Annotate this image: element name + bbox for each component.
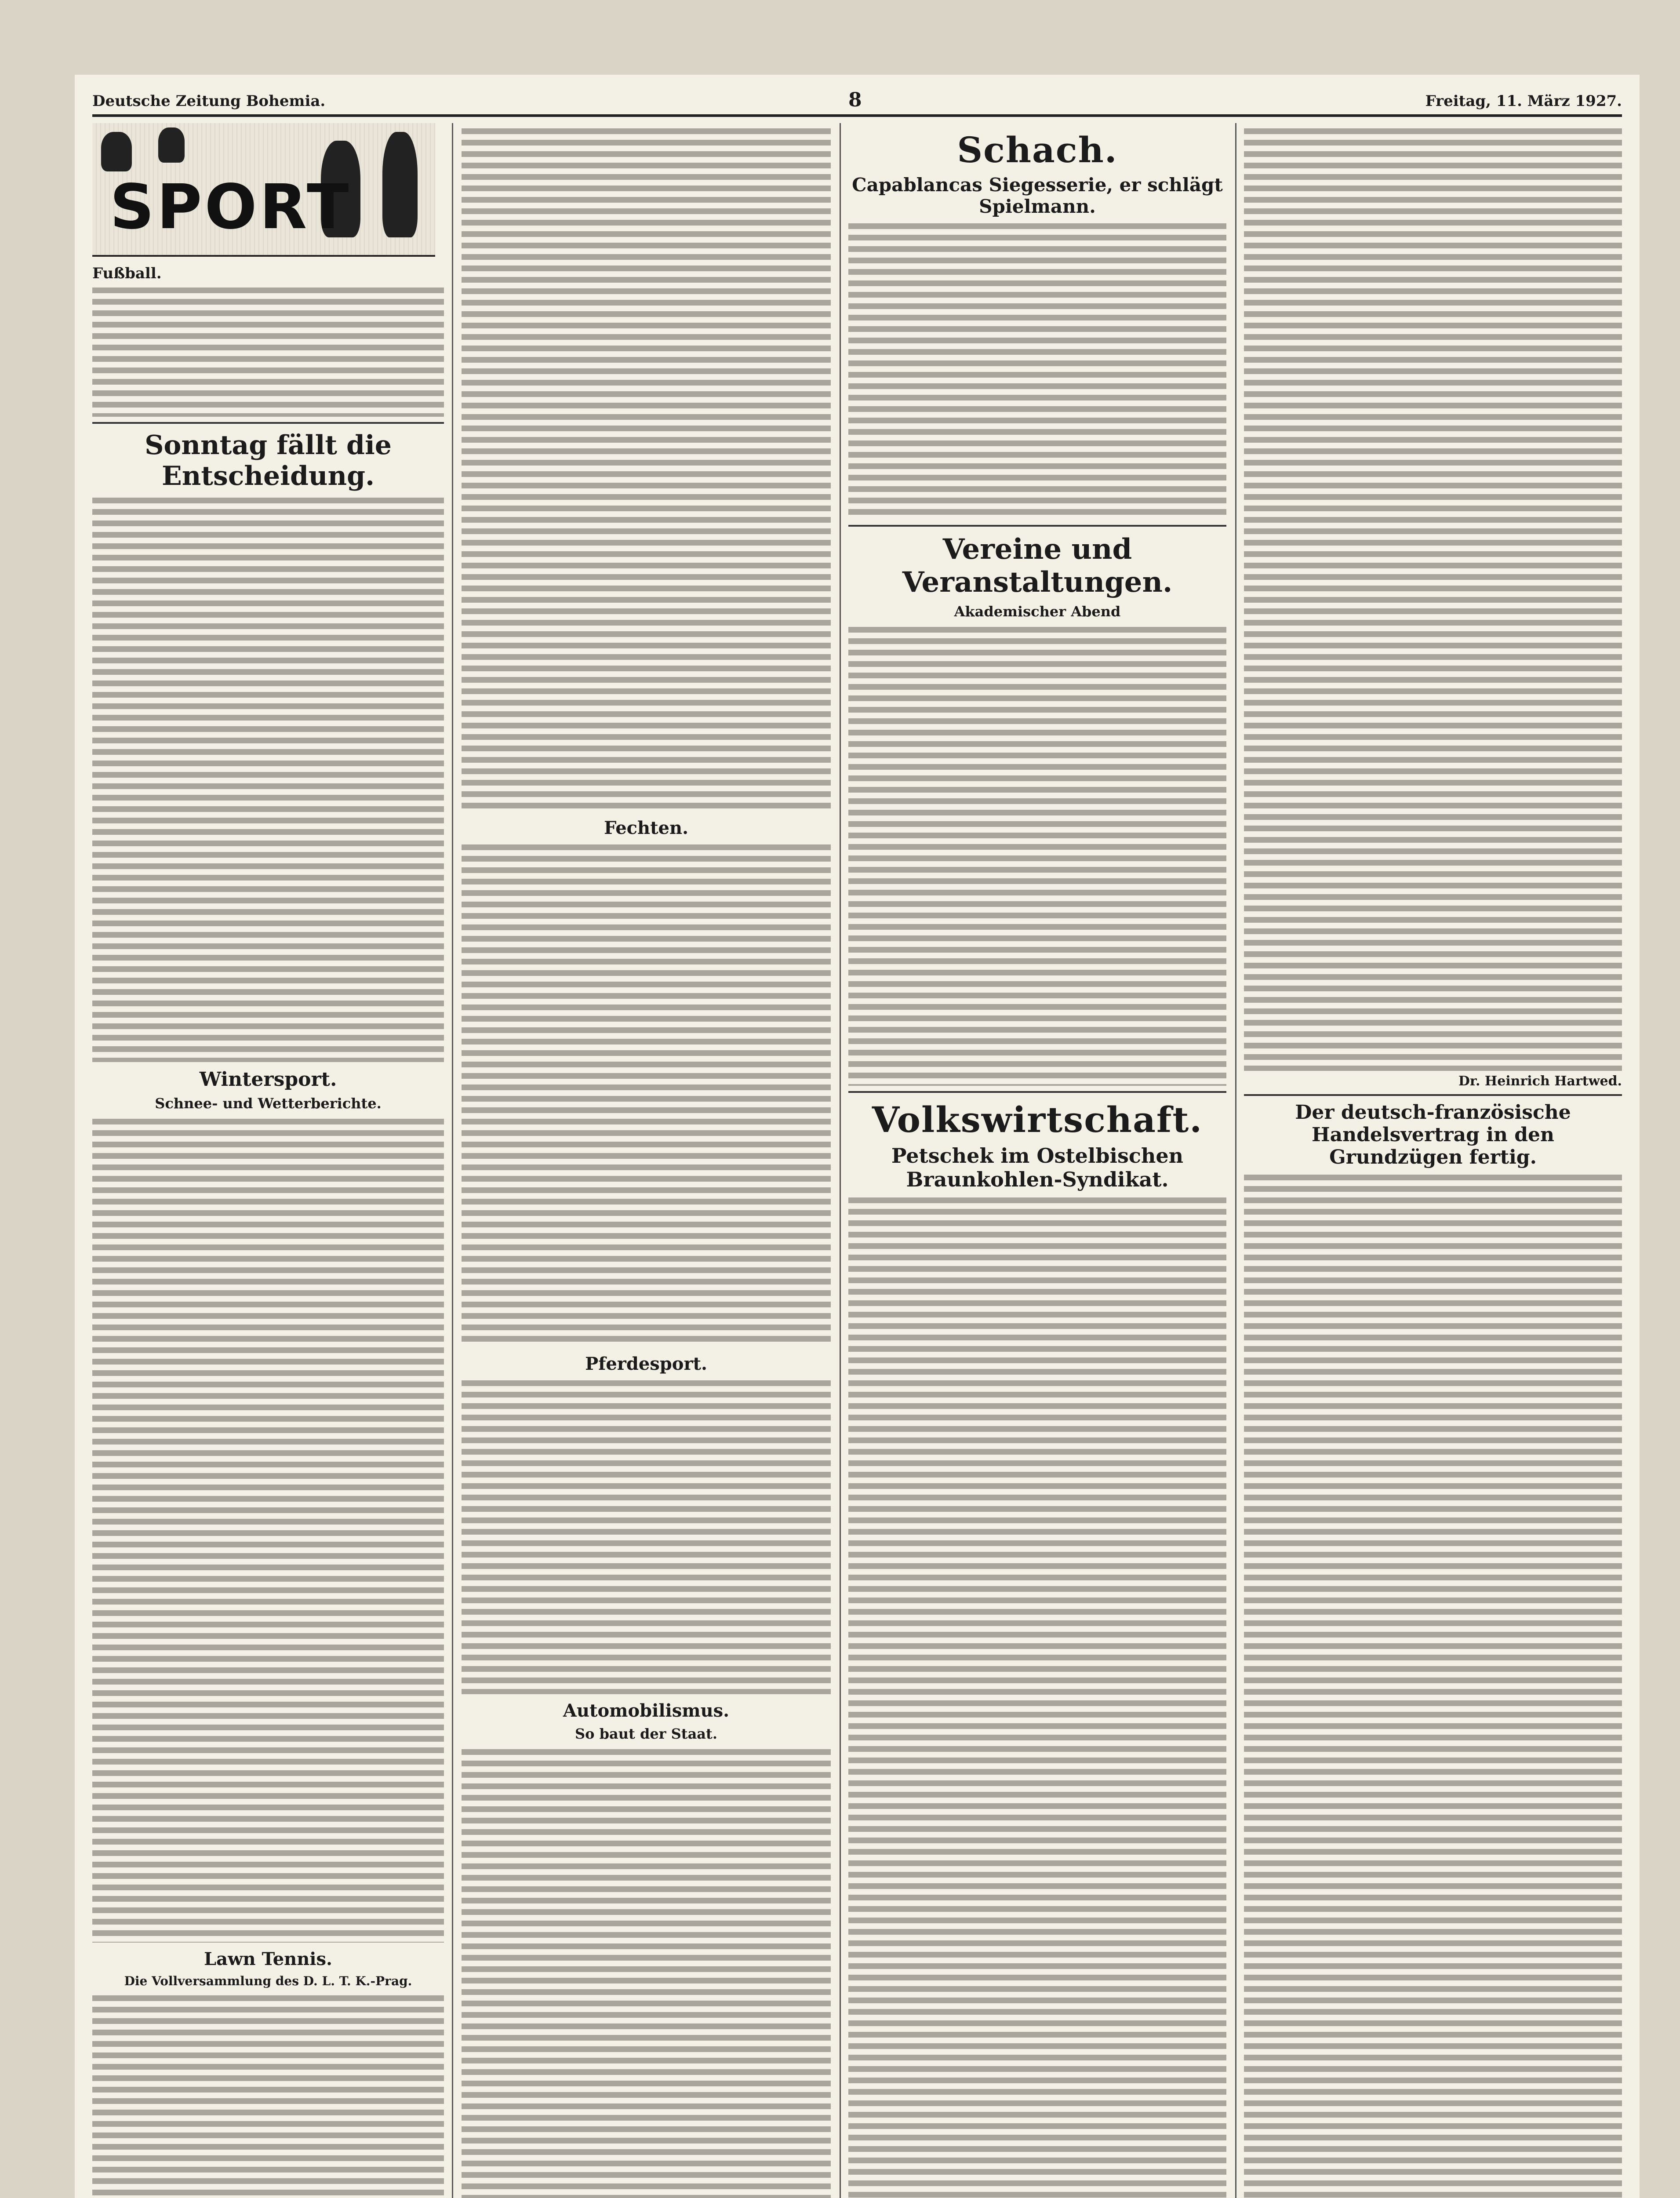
athlete-figure-icon [158,127,185,163]
divider [92,422,444,424]
author-signature: Dr. Heinrich Hartwed. [1458,1074,1622,1089]
sport-logo-text: SPORT [110,171,352,243]
article-text [92,1116,444,1943]
column-rule [840,123,841,2198]
article-text [462,126,831,812]
column-3 [848,123,1226,2198]
section-heading: Pferdesport. [585,1354,707,1374]
section-heading: Automobilismus. [563,1700,730,1721]
section-heading: Fechten. [604,818,689,838]
column-1 [92,123,444,2198]
page-number: 8 [848,89,862,111]
article-text [848,1195,1226,2198]
article-text [848,624,1226,1086]
headline: Petschek im Ostelbischen Braunkohlen-Syndikat. [891,1144,1184,1191]
section-heading: Schach. [957,129,1118,171]
subheading: Schnee- und Wetterberichte. [155,1095,382,1112]
article-text [848,221,1226,520]
section-heading: Lawn Tennis. [204,1949,332,1969]
column-rule [1235,123,1236,2198]
article-text [1244,1172,1622,2198]
headline: Sonntag fällt die Entscheidung. [145,430,392,491]
issue-date: Freitag, 11. März 1927. [1425,92,1622,110]
divider [848,1091,1226,1093]
article-text [92,285,444,417]
athlete-figure-icon [101,132,132,171]
divider [848,525,1226,527]
section-heading: Vereine und Veranstaltungen. [902,533,1173,599]
masthead [92,88,1622,117]
article-text [462,1378,831,1694]
column-2 [462,123,831,2198]
subheading: So baut der Staat. [575,1725,717,1742]
section-heading: Fußball. [92,265,162,282]
article-text [462,1747,831,2198]
sport-logo [92,123,435,257]
newspaper-page [75,75,1640,2198]
divider [1244,1094,1622,1096]
athlete-figure-icon [382,132,418,237]
column-4 [1244,123,1622,2198]
article-text [92,1993,444,2198]
column-rule [452,123,453,2198]
subheading: Akademischer Abend [954,603,1121,620]
section-heading: Volkswirtschaft. [872,1099,1203,1140]
headline: Capablancas Siegesserie, er schlägt Spielmann. [852,174,1223,217]
headline: Der deutsch-französische Handelsvertrag in den Grundzügen fertig. [1295,1101,1571,1168]
subheading: Die Vollversammlung des D. L. T. K.-Prag. [124,1974,412,1988]
article-text [92,495,444,1062]
paper-name: Deutsche Zeitung Bohemia. [92,92,326,110]
article-text [1244,126,1622,1071]
section-heading: Wintersport. [199,1068,337,1091]
article-text [462,842,831,1347]
